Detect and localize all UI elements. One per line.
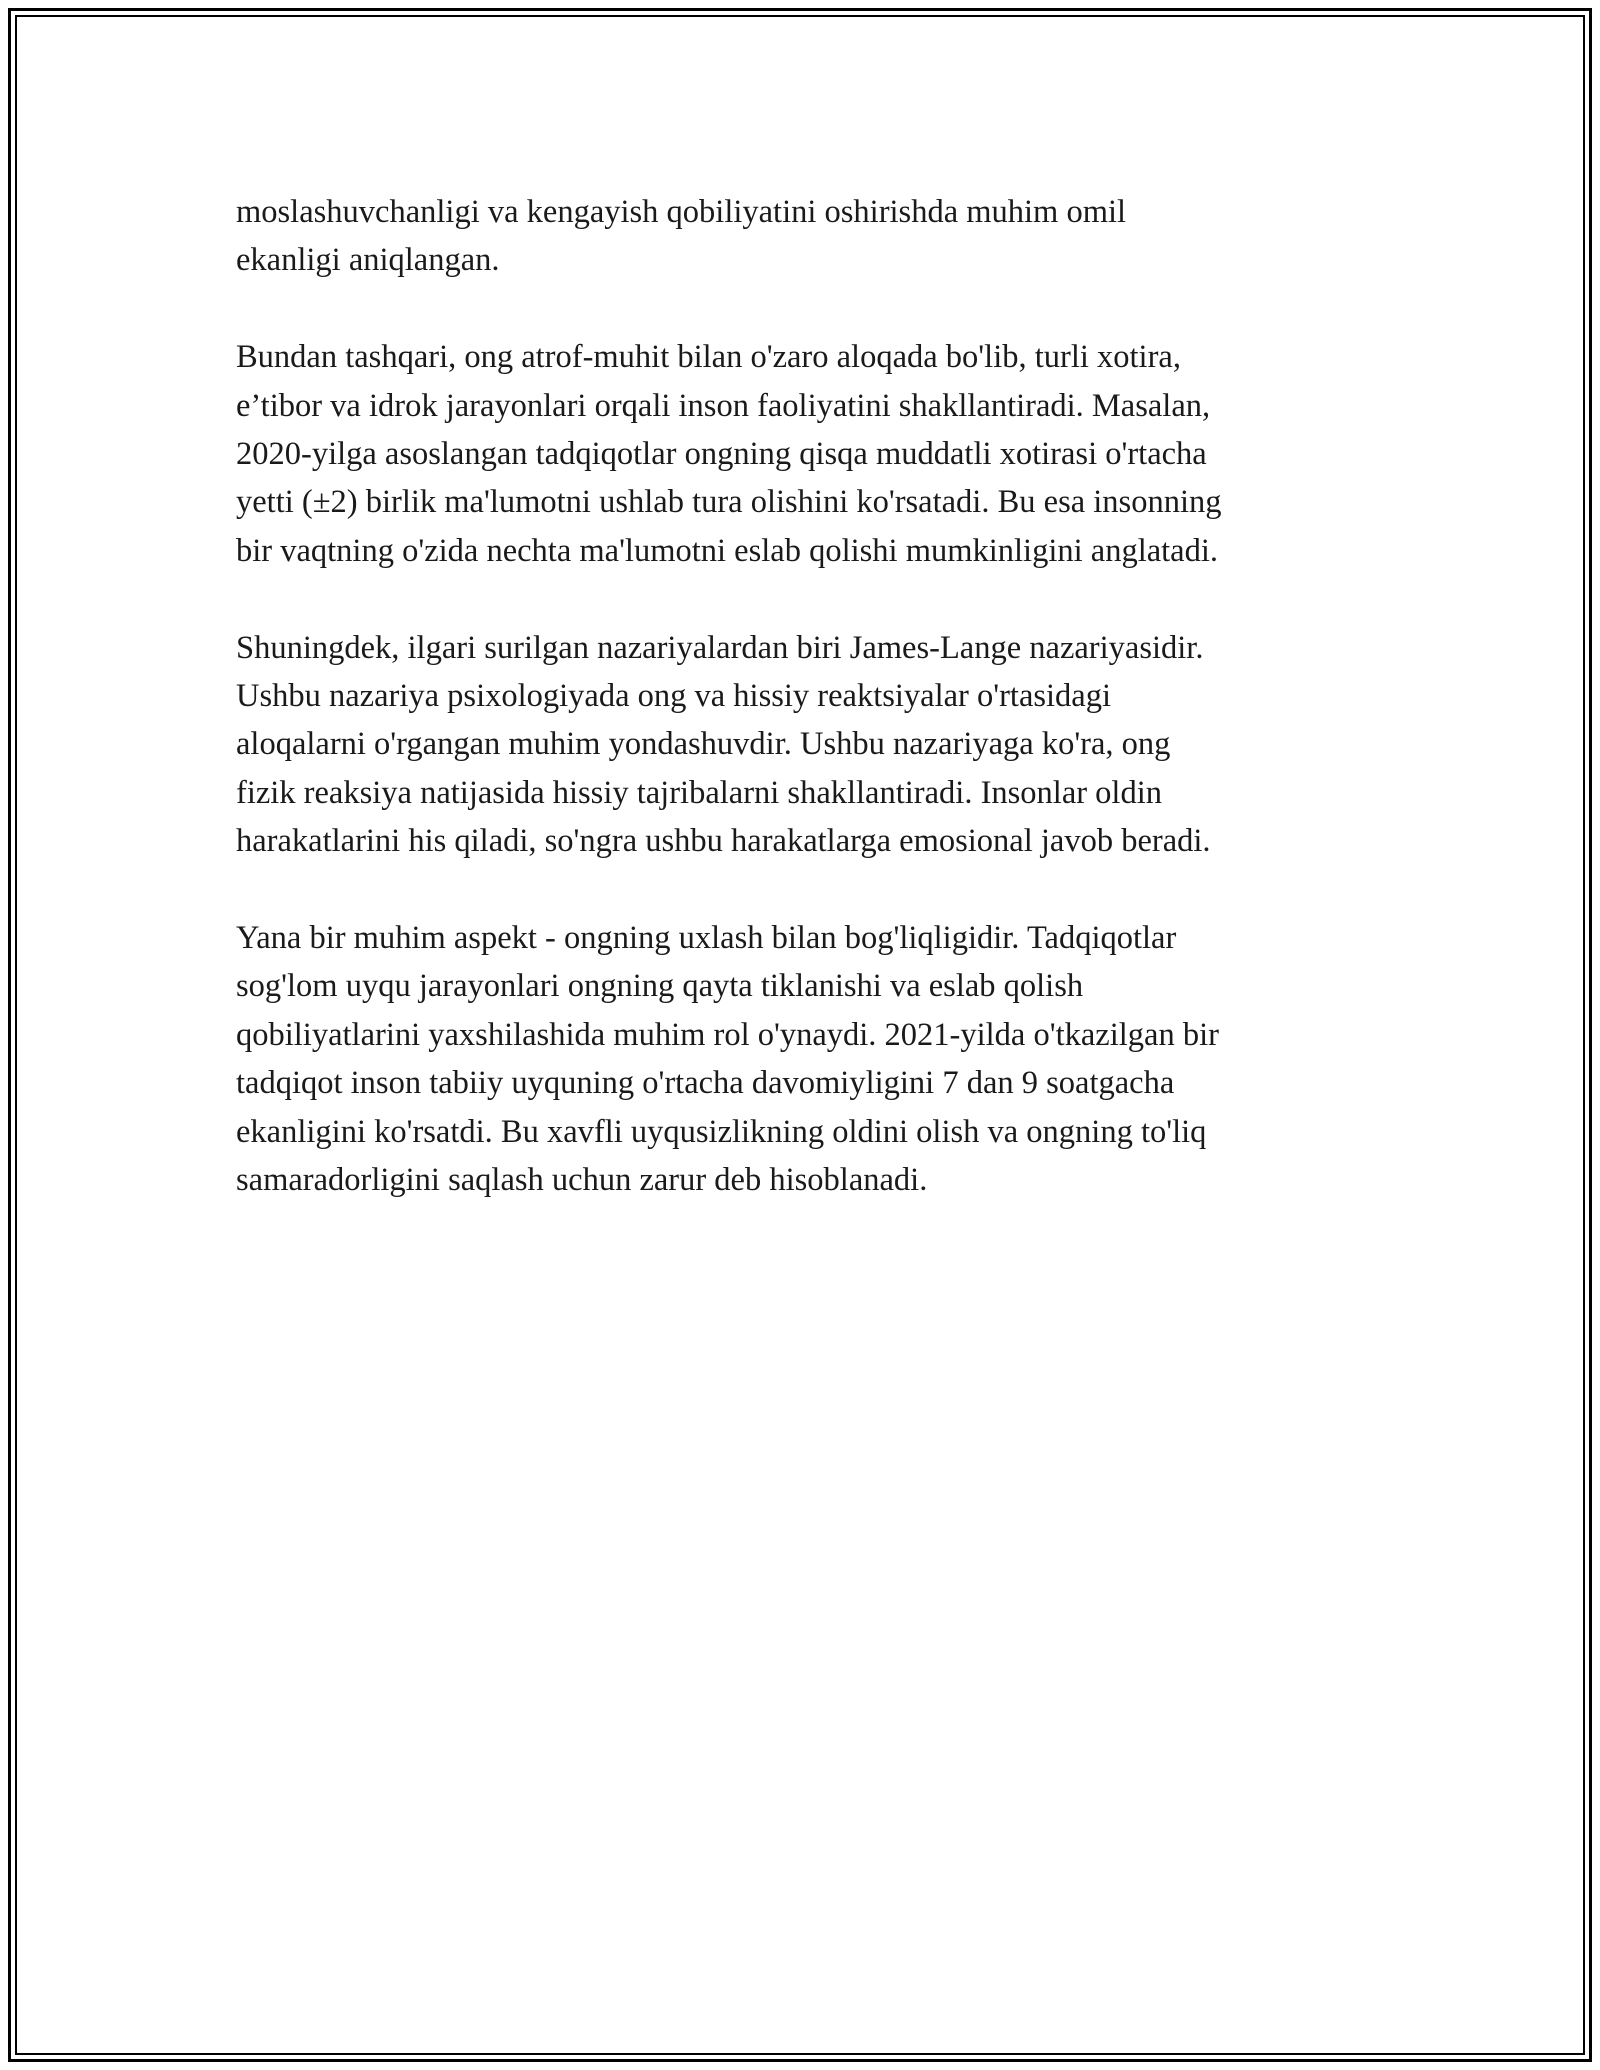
text-line: fizik reaksiya natijasida hissiy tajribalarni shakllantiradi. Insonlar oldin	[236, 774, 1162, 811]
paragraph-2	[236, 333, 1386, 575]
text-line: bir vaqtning o'zida nechta ma'lumotni eslab qolishi mumkinligini anglatadi.	[236, 532, 1219, 569]
paragraph-3	[236, 624, 1386, 866]
text-line: Yana bir muhim aspekt - ongning uxlash bilan bog'liqligidir. Tadqiqotlar	[236, 920, 1177, 957]
text-line: 2020-yilga asoslangan tadqiqotlar ongning qisqa muddatli xotirasi o'rtacha	[236, 436, 1207, 473]
text-line: aloqalarni o'rgangan muhim yondashuvdir. Ushbu nazariyaga ko'ra, ong	[236, 726, 1171, 763]
document-body	[236, 188, 1386, 1253]
text-line: ekanligi aniqlangan.	[236, 242, 500, 279]
text-line: e’tibor va idrok jarayonlari orqali inson faoliyatini shakllantiradi. Masalan,	[236, 387, 1211, 424]
text-line: Bundan tashqari, ong atrof-muhit bilan o'zaro aloqada bo'lib, turli xotira,	[236, 339, 1181, 376]
text-line: Ushbu nazariya psixologiyada ong va hissiy reaktsiyalar o'rtasidagi	[236, 678, 1112, 715]
text-line: ekanligini ko'rsatdi. Bu xavfli uyqusizlikning oldini olish va ongning to'liq	[236, 1113, 1207, 1150]
text-line: yetti (±2) birlik ma'lumotni ushlab tura olishini ko'rsatadi. Bu esa insonning	[236, 484, 1222, 521]
text-line: Shuningdek, ilgari surilgan nazariyalardan biri James-Lange nazariyasidir.	[236, 629, 1204, 666]
text-line: harakatlarini his qiladi, so'ngra ushbu harakatlarga emosional javob beradi.	[236, 823, 1211, 860]
text-line: qobiliyatlarini yaxshilashida muhim rol o'ynaydi. 2021-yilda o'tkazilgan bir	[236, 1016, 1219, 1053]
text-line: moslashuvchanligi va kengayish qobiliyatini oshirishda muhim omil	[236, 194, 1127, 230]
text-line: tadqiqot inson tabiiy uyquning o'rtacha davomiyligini 7 dan 9 soatgacha	[236, 1065, 1175, 1102]
text-line: samaradorligini saqlash uchun zarur deb hisoblanadi.	[236, 1162, 928, 1199]
paragraph-1	[236, 188, 1386, 285]
text-line: sog'lom uyqu jarayonlari ongning qayta tiklanishi va eslab qolish	[236, 968, 1084, 1005]
paragraph-4	[236, 914, 1386, 1204]
